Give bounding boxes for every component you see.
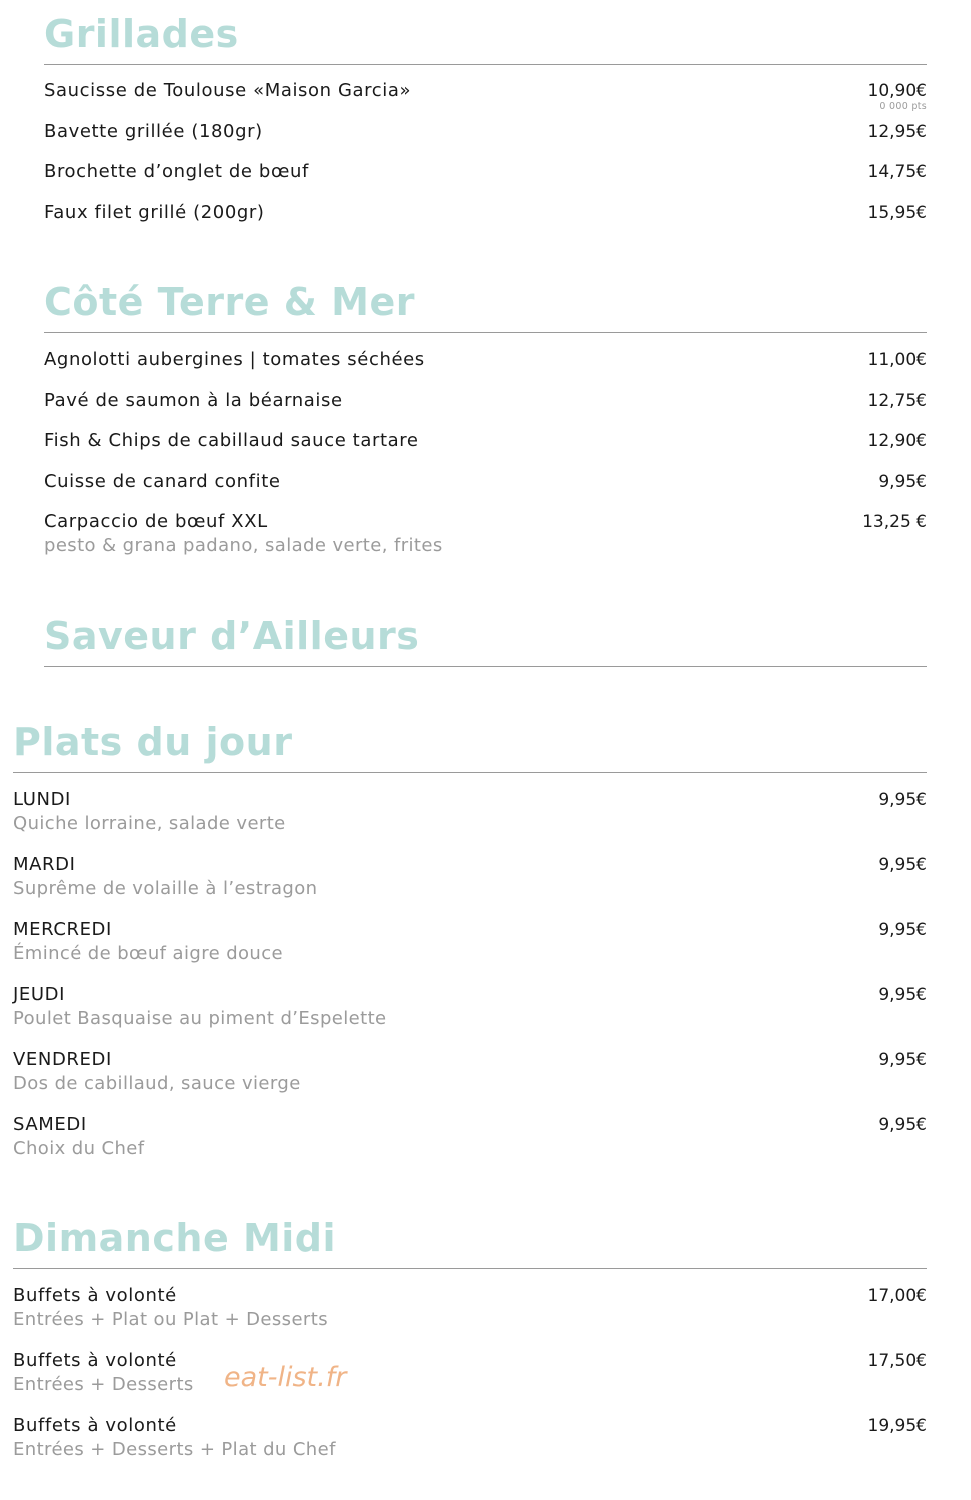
item-name: Saucisse de Toulouse «Maison Garcia»	[44, 80, 412, 101]
menu-item	[13, 788, 927, 853]
section-ailleurs	[44, 614, 927, 667]
item-name: Buffets à volonté	[13, 1415, 177, 1436]
section-grillades	[44, 12, 927, 241]
item-price: 9,95€	[878, 471, 927, 492]
item-description: Suprême de volaille à l’estragon	[13, 878, 318, 899]
item-name: Carpaccio de bœuf XXL	[44, 511, 268, 532]
section-dimanche-midi	[13, 1216, 927, 1479]
item-description: Quiche lorraine, salade verte	[13, 813, 286, 834]
item-name: Pavé de saumon à la béarnaise	[44, 389, 343, 411]
item-name: VENDREDI	[13, 1049, 112, 1070]
item-name: Faux filet grillé (200gr)	[44, 201, 265, 223]
item-price: 17,50€	[867, 1351, 927, 1371]
item-name: LUNDI	[13, 789, 71, 810]
section-title: Grillades	[44, 12, 239, 56]
item-price: 12,75€	[867, 390, 927, 411]
menu-item	[13, 1113, 927, 1178]
menu-item	[44, 510, 927, 575]
item-price: 10,90€	[867, 81, 927, 101]
item-price: 12,95€	[867, 121, 927, 142]
item-description: Choix du Chef	[13, 1138, 145, 1159]
item-name: JEUDI	[13, 984, 66, 1005]
item-price: 14,75€	[867, 162, 927, 182]
item-price: 9,95€	[878, 790, 927, 810]
item-price: 9,95€	[878, 985, 927, 1005]
item-price: 9,95€	[878, 1050, 927, 1070]
item-description: Dos de cabillaud, sauce vierge	[13, 1073, 301, 1094]
menu-item	[13, 1349, 927, 1414]
item-price: 13,25 €	[862, 512, 927, 532]
section-title: Saveur d’Ailleurs	[44, 614, 420, 658]
item-price: 15,95€	[867, 202, 927, 223]
item-price: 19,95€	[867, 1416, 927, 1436]
item-name: MERCREDI	[13, 919, 112, 940]
menu-item	[13, 1284, 927, 1349]
item-name: Cuisse de canard confite	[44, 470, 281, 492]
menu-item	[44, 160, 927, 201]
item-description: pesto & grana padano, salade verte, frites	[44, 535, 443, 556]
item-name: Buffets à volonté	[13, 1285, 177, 1306]
divider	[44, 332, 927, 333]
divider	[44, 64, 927, 65]
item-price: 9,95€	[878, 1115, 927, 1135]
menu-item	[13, 1048, 927, 1113]
item-description: Entrées + Desserts + Plat du Chef	[13, 1439, 336, 1460]
item-name: MARDI	[13, 854, 76, 875]
item-name: SAMEDI	[13, 1114, 87, 1135]
item-price: 9,95€	[878, 920, 927, 940]
section-title: Dimanche Midi	[13, 1216, 337, 1260]
menu-item	[44, 120, 927, 161]
item-price: 9,95€	[878, 855, 927, 875]
menu-item	[44, 79, 927, 120]
menu-item	[44, 201, 927, 242]
item-name: Bavette grillée (180gr)	[44, 120, 263, 142]
menu-item	[44, 429, 927, 470]
item-description: Poulet Basquaise au piment d’Espelette	[13, 1008, 387, 1029]
item-name: Buffets à volonté	[13, 1350, 177, 1371]
section-title: Côté Terre & Mer	[44, 280, 415, 324]
item-price: 11,00€	[867, 350, 927, 370]
item-name: Brochette d’onglet de bœuf	[44, 161, 309, 182]
item-description: Émincé de bœuf aigre douce	[13, 943, 284, 964]
section-plats-du-jour	[13, 720, 927, 1178]
divider	[44, 666, 927, 667]
item-description: Entrées + Desserts	[13, 1374, 194, 1395]
menu-item	[13, 853, 927, 918]
menu-item	[44, 348, 927, 389]
item-points: 0 000 pts	[879, 101, 927, 112]
menu-item	[13, 983, 927, 1048]
menu-item	[13, 1414, 927, 1479]
section-title: Plats du jour	[13, 720, 293, 764]
item-price: 17,00€	[867, 1286, 927, 1306]
watermark: eat-list.fr	[224, 1362, 347, 1393]
divider	[13, 772, 927, 773]
item-price: 12,90€	[867, 431, 927, 451]
menu-item	[44, 470, 927, 511]
menu-item	[13, 918, 927, 983]
item-name: Agnolotti aubergines | tomates séchées	[44, 349, 425, 370]
menu-item	[44, 389, 927, 430]
item-name: Fish & Chips de cabillaud sauce tartare	[44, 430, 419, 451]
section-terre-mer	[44, 280, 927, 575]
divider	[13, 1268, 927, 1269]
item-description: Entrées + Plat ou Plat + Desserts	[13, 1309, 328, 1330]
